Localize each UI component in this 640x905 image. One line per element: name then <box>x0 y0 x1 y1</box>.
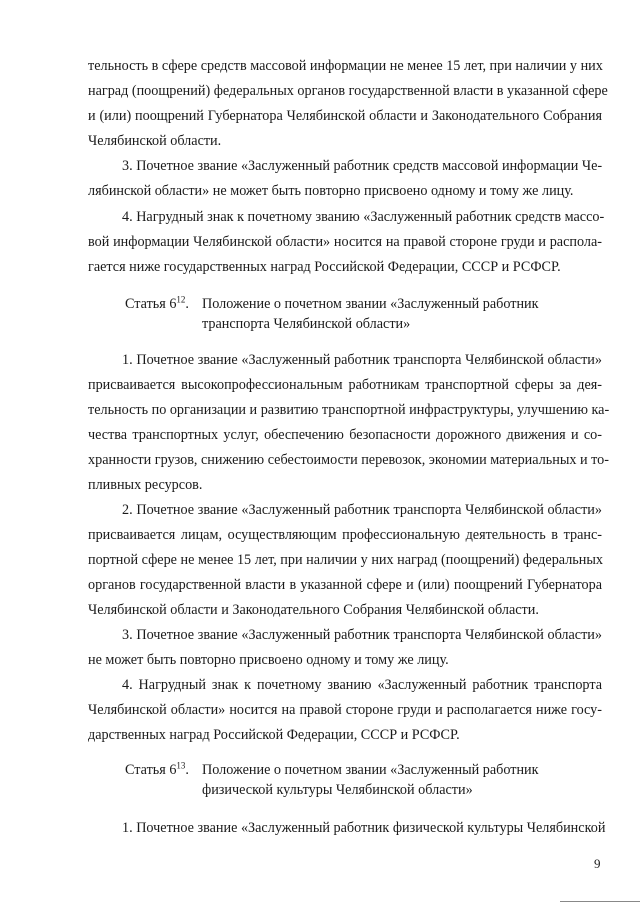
text-line: портной сфере не менее 15 лет, при наличии у них наград (поощрений) федеральных <box>88 552 603 568</box>
text-line: хранности грузов, снижению себестоимости перевозок, экономии материальных и то- <box>88 452 609 468</box>
text-line: присваивается высокопрофессиональным работникам транспортной сферы за дея- <box>88 377 602 393</box>
text-line: 4. Нагрудный знак к почетному званию «Заслуженный работник средств массо- <box>122 209 605 225</box>
article-number: Статья 6 <box>125 762 177 778</box>
text-line: органов государственной власти в указанной сфере и (или) поощрений Губернатора <box>88 577 602 593</box>
text-line: гается ниже государственных наград Российской Федерации, СССР и РСФСР. <box>88 259 561 275</box>
page-number: 9 <box>594 856 601 871</box>
text-line: не может быть повторно присвоено одному и тому же лицу. <box>88 652 449 668</box>
text-line: тельность по организации и развитию транспортной инфраструктуры, улучшению ка- <box>88 402 610 418</box>
article-title-line: Положение о почетном звании «Заслуженный работник <box>202 762 539 778</box>
text-line: 1. Почетное звание «Заслуженный работник транспорта Челябинской области» <box>122 352 602 368</box>
text-line: тельность в сфере средств массовой информации не менее 15 лет, при наличии у них <box>88 58 603 74</box>
text-line: вой информации Челябинской области» носится на правой стороне груди и распола- <box>88 234 602 250</box>
text-line: 3. Почетное звание «Заслуженный работник транспорта Челябинской области» <box>122 627 602 643</box>
bottom-edge-line <box>560 901 640 902</box>
text-line: дарственных наград Российской Федерации, СССР и РСФСР. <box>88 727 460 743</box>
text-line: лябинской области» не может быть повторно присвоено одному и тому же лицу. <box>88 183 574 199</box>
text-line: 2. Почетное звание «Заслуженный работник транспорта Челябинской области» <box>122 502 602 518</box>
article-title-line: физической культуры Челябинской области» <box>202 782 473 798</box>
text-line: пливных ресурсов. <box>88 477 203 493</box>
article-label: Статья $6^{12}$. <box>125 294 189 312</box>
text-line: присваивается лицам, осуществляющим профессиональную деятельность в транс- <box>88 527 602 543</box>
article-superscript: 13 <box>176 760 186 771</box>
article-title-line: транспорта Челябинской области» <box>202 316 411 332</box>
text-line: 1. Почетное звание «Заслуженный работник физической культуры Челябинской <box>122 820 606 836</box>
text-line: Челябинской области и Законодательного Собрания Челябинской области. <box>88 602 539 618</box>
text-line: Челябинской области» носится на правой стороне груди и располагается ниже госу- <box>88 702 602 718</box>
text-line: наград (поощрений) федеральных органов государственной власти в указанной сфере <box>88 83 608 99</box>
article-label: Статья $6^{13}$. <box>125 760 189 778</box>
article-superscript: 12 <box>176 294 186 305</box>
article-number: Статья 6 <box>125 296 177 312</box>
text-line: Челябинской области. <box>88 133 222 149</box>
text-line: и (или) поощрений Губернатора Челябинской области и Законодательного Собрания <box>88 108 602 124</box>
article-title-line: Положение о почетном звании «Заслуженный работник <box>202 296 539 312</box>
text-line: чества транспортных услуг, обеспечению безопасности дорожного движения и со- <box>88 427 602 443</box>
text-line: 4. Нагрудный знак к почетному званию «Заслуженный работник транспорта <box>122 677 602 693</box>
text-line: 3. Почетное звание «Заслуженный работник средств массовой информации Че- <box>122 158 603 174</box>
